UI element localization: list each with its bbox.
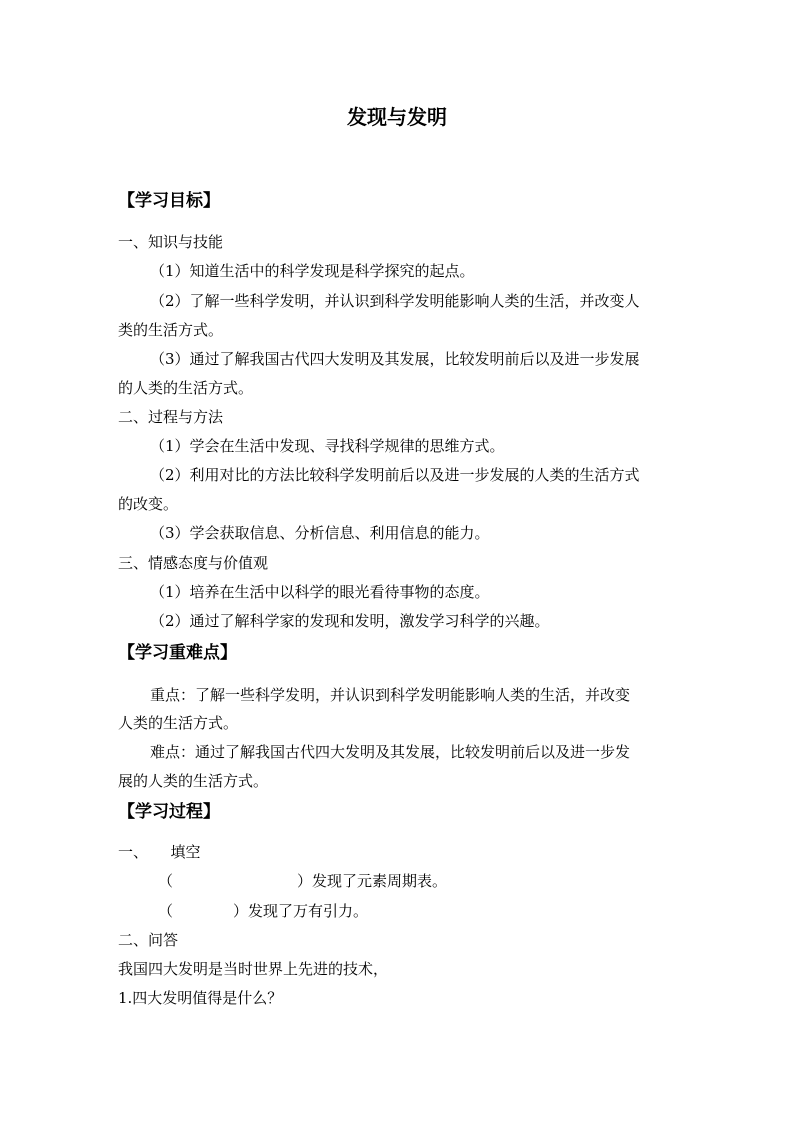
process-item-3: （3）学会获取信息、分析信息、利用信息的能力。 bbox=[150, 524, 490, 542]
page-title: 发现与发明 bbox=[347, 105, 447, 129]
qa-heading: 二、问答 bbox=[118, 931, 179, 949]
attitude-heading: 三、情感态度与价值观 bbox=[118, 554, 269, 572]
goals-heading: 【学习目标】 bbox=[118, 191, 220, 211]
fill-question-2 bbox=[158, 901, 718, 921]
knowledge-item-3-line-2: 的人类的生活方式。 bbox=[118, 379, 254, 397]
difficulty-line-2: 展的人类的生活方式。 bbox=[118, 772, 269, 790]
knowledge-heading: 一、知识与技能 bbox=[118, 233, 224, 251]
focus-line-1: 重点：了解一些科学发明，并认识到科学发明能影响人类的生活，并改变 bbox=[150, 686, 631, 704]
difficulty-line-1: 难点：通过了解我国古代四大发明及其发展，比较发明前后以及进一步发 bbox=[150, 743, 631, 761]
fill-question-2-open: （ bbox=[158, 902, 174, 920]
focus-line-2: 人类的生活方式。 bbox=[118, 714, 239, 732]
fill-question-1 bbox=[158, 871, 718, 891]
attitude-item-2: （2）通过了解科学家的发现和发明，激发学习科学的兴趣。 bbox=[150, 612, 550, 630]
process-item-2-line-2: 的改变。 bbox=[118, 495, 179, 513]
knowledge-item-2-line-2: 类的生活方式。 bbox=[118, 321, 224, 339]
knowledge-item-2-line-1: （2）了解一些科学发明，并认识到科学发明能影响人类的生活，并改变人 bbox=[150, 292, 640, 310]
fill-question-1-open: （ bbox=[158, 872, 174, 890]
fill-question-2-text: ）发现了万有引力。 bbox=[233, 902, 369, 920]
process-heading: 【学习过程】 bbox=[118, 802, 220, 822]
knowledge-item-3-line-1: （3）通过了解我国古代四大发明及其发展，比较发明前后以及进一步发展 bbox=[150, 350, 640, 368]
knowledge-item-1: （1）知道生活中的科学发现是科学探究的起点。 bbox=[150, 262, 475, 280]
process-item-1: （1）学会在生活中发现、寻找科学规律的思维方式。 bbox=[150, 437, 505, 455]
process-method-heading: 二、过程与方法 bbox=[118, 408, 224, 426]
process-item-2-line-1: （2）利用对比的方法比较科学发明前后以及进一步发展的人类的生活方式 bbox=[150, 466, 640, 484]
fill-question-1-text: ）发现了元素周期表。 bbox=[297, 872, 448, 890]
attitude-item-1: （1）培养在生活中以科学的眼光看待事物的态度。 bbox=[150, 583, 490, 601]
qa-question-1: 1.四大发明值得是什么？ bbox=[118, 989, 283, 1007]
qa-intro: 我国四大发明是当时世界上先进的技术， bbox=[118, 960, 389, 978]
fill-heading: 一、 填空 bbox=[118, 843, 201, 861]
key-points-heading: 【学习重难点】 bbox=[118, 643, 237, 663]
